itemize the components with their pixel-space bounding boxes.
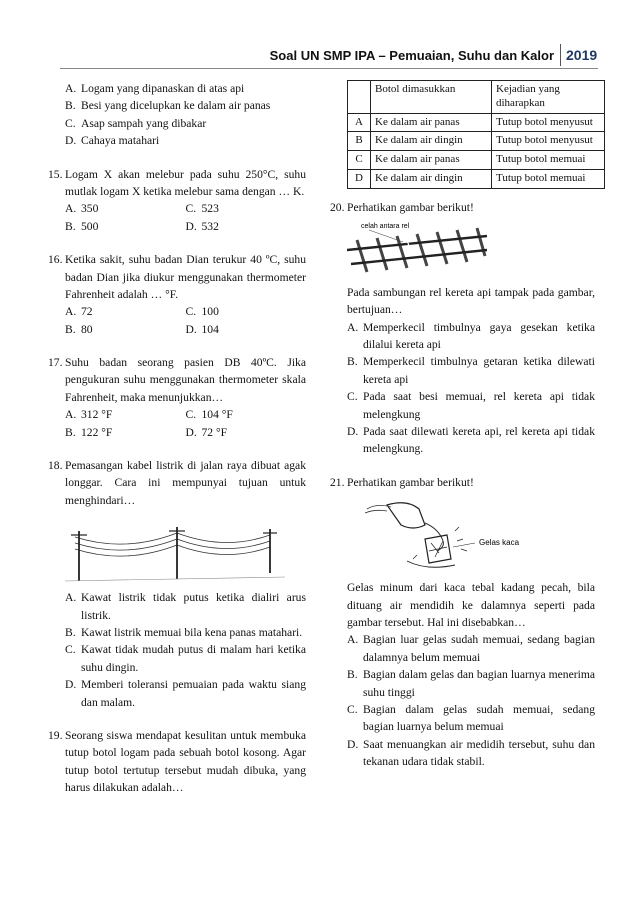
table-cell: D <box>348 169 371 188</box>
page-header <box>0 44 638 68</box>
option <box>186 321 307 338</box>
option-text: Bagian dalam gelas dan bagian luarnya menerima suhu tinggi <box>363 668 595 699</box>
figure-label: Gelas kaca <box>479 538 520 548</box>
option <box>347 701 595 736</box>
question-number: 19. <box>48 728 63 742</box>
option-letter: D. <box>65 678 77 692</box>
table-row <box>348 132 605 151</box>
option-text: Besi yang dicelupkan ke dalam air panas <box>81 99 271 113</box>
option-letter: A. <box>65 202 77 216</box>
option-letter: C. <box>65 116 76 130</box>
table-cell: Ke dalam air dingin <box>371 132 492 151</box>
option-letter: B. <box>65 99 76 113</box>
question-text: Logam X akan melebur pada suhu 250°C, suhu mutlak logam X ketika melebur sama dengan … K. <box>65 167 306 198</box>
table-cell: Tutup botol memuai <box>492 151 605 170</box>
option-text: Asap sampah yang dibakar <box>81 116 207 130</box>
table-cell: A <box>348 113 371 132</box>
header-title: Soal UN SMP IPA – Pemuaian, Suhu dan Kalor <box>269 48 554 63</box>
option <box>65 97 306 114</box>
table-cell: Ke dalam air panas <box>371 151 492 170</box>
option <box>65 303 186 320</box>
question-text: Pada sambungan rel kereta api tampak pada gambar, bertujuan… <box>347 285 595 317</box>
table-cell: Tutup botol menyusut <box>492 113 605 132</box>
question-20 <box>330 199 595 458</box>
question-16 <box>48 251 306 338</box>
railway-figure <box>347 220 487 278</box>
right-column <box>330 80 595 776</box>
option-text: 100 <box>201 305 219 319</box>
option <box>347 353 595 388</box>
option <box>186 200 307 217</box>
option <box>65 406 186 423</box>
option <box>186 303 307 320</box>
option <box>65 200 186 217</box>
option <box>65 641 306 676</box>
option-letter: A. <box>347 633 359 647</box>
question-number: 20. <box>330 200 345 214</box>
option-letter: B. <box>65 219 76 233</box>
option-text: 122 °F <box>81 425 113 439</box>
table-cell: Kejadian yang diharapkan <box>492 81 605 114</box>
question-text: Ketika sakit, suhu badan Dian terukur 40 ºC, suhu badan Dian jika diukur menggunakan thermometer Fahrenheit adalah … °F. <box>65 253 306 301</box>
option-text: 104 <box>201 322 219 336</box>
option <box>65 676 306 711</box>
option-letter: D. <box>185 425 197 439</box>
option <box>186 424 307 441</box>
option-text: Bagian dalam gelas sudah memuai, sedang bagian luarnya belum memuai <box>363 702 595 734</box>
option-letter: A. <box>65 82 77 95</box>
option-text: Pada saat dilewati kereta api, rel kereta api tidak melengkung. <box>363 425 595 456</box>
option-letter: A. <box>347 320 359 334</box>
option-letter: D. <box>347 737 359 751</box>
option-letter: D. <box>185 322 197 336</box>
header-rule <box>60 68 598 69</box>
option-letter: D. <box>65 134 77 148</box>
question-14-options <box>48 80 306 150</box>
table-row <box>348 113 605 132</box>
option-letter: A. <box>65 591 77 605</box>
option-text: 72 °F <box>201 425 228 439</box>
question-21 <box>330 474 595 771</box>
table-cell: Ke dalam air panas <box>371 113 492 132</box>
option-text: 350 <box>81 202 99 216</box>
option-letter: B. <box>65 425 76 439</box>
table-header-row <box>348 81 605 114</box>
option-letter: A. <box>65 408 77 422</box>
option <box>65 589 306 624</box>
option-letter: B. <box>65 322 76 336</box>
option-letter: D. <box>185 219 197 233</box>
hot-water-glass-figure <box>347 495 577 573</box>
question-number: 17. <box>48 356 63 370</box>
option-letter: B. <box>347 668 358 682</box>
power-line-figure <box>65 513 285 583</box>
option-text: Memberi toleransi pemuaian pada waktu siang dan malam. <box>81 678 306 709</box>
option-letter: A. <box>65 305 77 319</box>
option-text: 523 <box>201 202 219 216</box>
option-letter: C. <box>185 202 197 216</box>
option-text: Memperkecil timbulnya gaya gesekan ketika dilalui kereta api <box>363 320 595 352</box>
question-15 <box>48 166 306 236</box>
question-text: Gelas minum dari kaca tebal kadang pecah, bila dituang air mendidih ke dalamnya seperti pada gambar tersebut. Hal ini disebabkan… <box>347 581 595 629</box>
option <box>65 424 186 441</box>
option <box>347 666 595 701</box>
header-separator <box>560 44 561 66</box>
option <box>347 388 595 423</box>
option-text: Saat menuangkan air medidih tersebut, suhu dan tekanan udara tidak stabil. <box>363 737 595 769</box>
option <box>186 406 307 423</box>
question-text: Suhu badan seorang pasien DB 40ºC. Jika pengukuran suhu menggunakan thermometer skala Fahrenheit, maka menunjukkan… <box>65 356 306 404</box>
left-column <box>48 80 306 803</box>
table-cell <box>348 81 371 114</box>
option-letter: D. <box>347 425 359 439</box>
option-letter: B. <box>65 625 76 639</box>
option-letter: C. <box>185 305 197 319</box>
option-text: 312 °F <box>81 408 113 422</box>
option <box>65 80 306 97</box>
option-text: Kawat listrik tidak putus ketika dialiri arus listrik. <box>81 591 306 622</box>
answer-table <box>347 80 605 189</box>
option <box>65 321 186 338</box>
figure-label: celah antara rel <box>361 222 410 230</box>
table-cell: B <box>348 132 371 151</box>
option <box>186 218 307 235</box>
table-cell: Ke dalam air dingin <box>371 169 492 188</box>
option <box>347 736 595 771</box>
option-letter: C. <box>65 643 76 657</box>
option <box>65 218 186 235</box>
table-cell: Botol dimasukkan <box>371 81 492 114</box>
option-text: 72 <box>81 305 93 319</box>
table-cell: Tutup botol menyusut <box>492 132 605 151</box>
option <box>347 423 595 458</box>
option-text: Bagian luar gelas sudah memuai, sedang bagian dalamnya belum memuai <box>363 633 595 664</box>
question-text: Perhatikan gambar berikut! <box>347 475 474 489</box>
option-text: 104 °F <box>201 408 233 422</box>
option-text: Logam yang dipanaskan di atas api <box>81 82 245 95</box>
option-text: Cahaya matahari <box>81 134 160 148</box>
option <box>347 631 595 666</box>
question-17 <box>48 354 306 441</box>
option-text: 80 <box>81 322 93 336</box>
question-number: 21. <box>330 475 345 489</box>
table-cell: C <box>348 151 371 170</box>
question-number: 15. <box>48 167 63 181</box>
option <box>347 319 595 354</box>
question-number: 18. <box>48 459 63 473</box>
option-text: Kawat tidak mudah putus di malam hari ketika suhu dingin. <box>81 643 306 674</box>
option-text: Pada saat besi memuai, rel kereta api tidak melengkung <box>363 390 595 421</box>
option-text: 532 <box>201 219 219 233</box>
option-letter: B. <box>347 355 358 369</box>
option-letter: C. <box>185 408 197 422</box>
option-text: 500 <box>81 219 99 233</box>
question-text: Pemasangan kabel listrik di jalan raya dibuat agak longgar. Cara ini mempunyai tujuan untuk menghindari… <box>65 459 306 507</box>
table-row <box>348 169 605 188</box>
option <box>65 115 306 132</box>
table-cell: Tutup botol memuai <box>492 169 605 188</box>
question-text: Seorang siswa mendapat kesulitan untuk membuka tutup botol logam pada sebuah botol kosong. Agar tutup botol tertutup tersebut mudah dibuka, yang harus dilakukan adalah… <box>65 728 306 795</box>
question-18 <box>48 457 306 711</box>
option-letter: C. <box>347 390 358 404</box>
option <box>65 624 306 641</box>
option-text: Kawat listrik memuai bila kena panas matahari. <box>81 625 303 639</box>
option-text: Memperkecil timbulnya getaran ketika dilewati kereta api <box>363 355 595 386</box>
question-text: Perhatikan gambar berikut! <box>347 200 474 214</box>
question-number: 16. <box>48 253 63 267</box>
option <box>65 132 306 149</box>
option-letter: C. <box>347 702 358 716</box>
table-row <box>348 151 605 170</box>
header-year: 2019 <box>566 47 598 63</box>
question-19 <box>48 727 306 797</box>
